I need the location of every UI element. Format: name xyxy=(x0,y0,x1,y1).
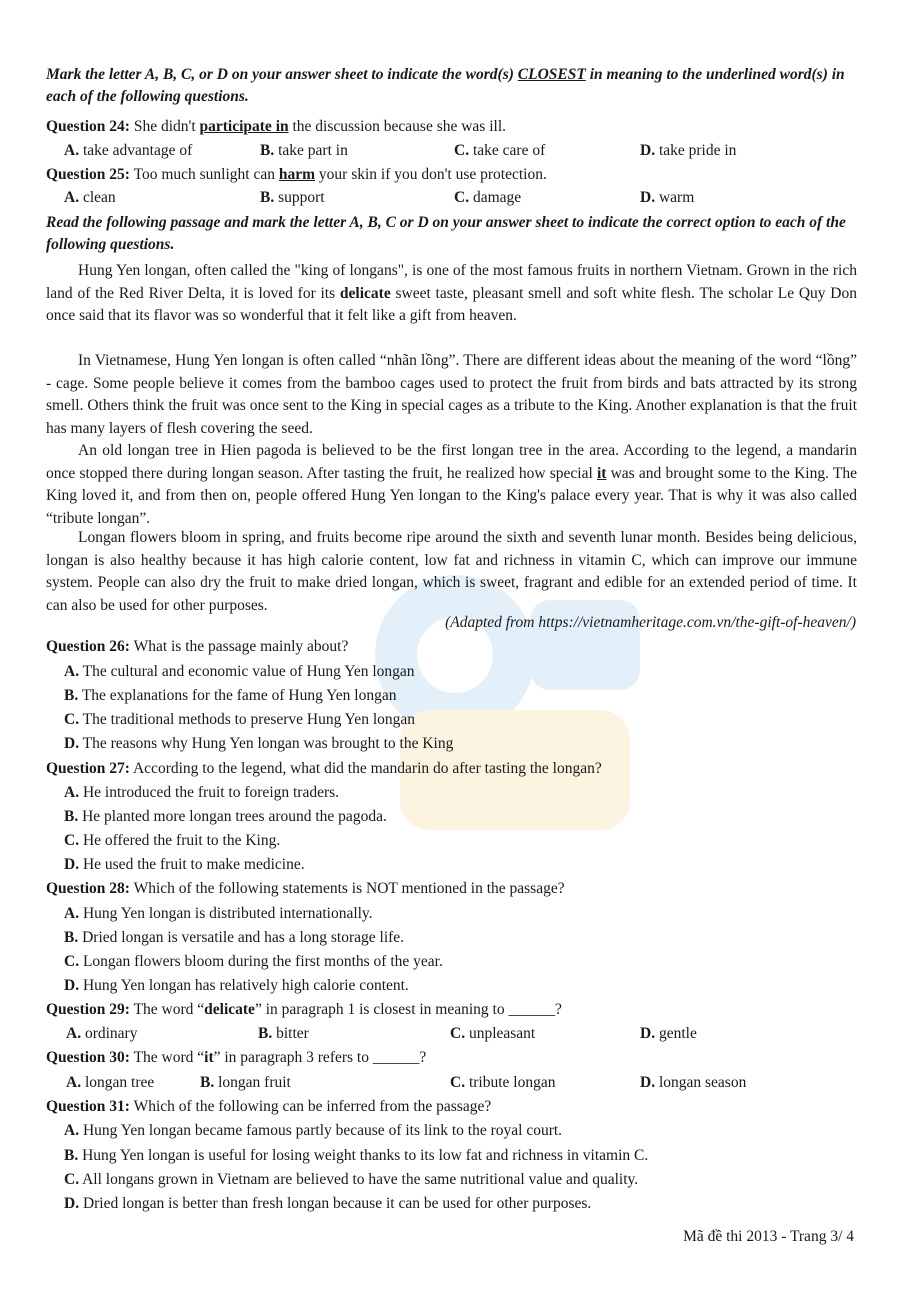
question-text: According to the legend, what did the mandarin do after tasting the longan? xyxy=(129,760,602,777)
question-28 xyxy=(46,878,858,900)
question-26 xyxy=(46,636,858,658)
option-c[interactable]: C. take care of xyxy=(454,142,546,159)
question-text: the discussion because she was ill. xyxy=(288,118,507,135)
underlined-word: participate in xyxy=(199,118,289,135)
question-text: She didn't xyxy=(129,118,200,135)
question-number: Question 28: xyxy=(46,880,130,897)
underlined-word: it xyxy=(596,464,607,482)
instruction-reading: Read the following passage and mark the letter A, B, C or D on your answer sheet to indicate the correct option to each of the following questions. xyxy=(46,214,846,253)
option-c[interactable]: C. damage xyxy=(454,189,522,206)
question-number: Question 25: xyxy=(46,166,130,183)
option-d[interactable]: D. The reasons why Hung Yen longan was brought to the King xyxy=(64,735,454,752)
option-a[interactable]: A. clean xyxy=(64,189,116,206)
question-text: Which of the following statements is NOT mentioned in the passage? xyxy=(129,880,565,897)
question-number: Question 29: xyxy=(46,1001,130,1018)
option-d[interactable]: D. Hung Yen longan has relatively high calorie content. xyxy=(64,977,409,994)
passage-paragraph-3: An old longan tree in Hien pagoda is believed to be the first longan tree in the area. According to the legend, a mandarin once stopped there during longan season. After tasting the fruit, he realized how special it was and brought some to the King. The King loved it, and from then on, people offered Hung Yen longan to the King's palace every year. That is why it was also called “tribute longan”. xyxy=(46,442,857,528)
option-d[interactable]: D. take pride in xyxy=(640,142,737,159)
option-d[interactable]: D. warm xyxy=(640,189,695,206)
option-b[interactable]: B. longan fruit xyxy=(200,1074,291,1091)
instruction-keyword: CLOSEST xyxy=(517,66,586,83)
passage-paragraph-2: In Vietnamese, Hung Yen longan is often called “nhãn lồng”. There are different ideas about the meaning of the word “lồng” - cage. Some people believe it comes from the bamboo cages used to protect the fruit from birds and bats attracted by its strong smell. Others think the fruit was once sent to the King in special cages as a tribute to the King. Another explanation is that the fruit has many layers of flesh covering the seed. xyxy=(46,352,857,438)
option-d[interactable]: D. gentle xyxy=(640,1025,697,1042)
highlighted-word: it xyxy=(204,1049,214,1066)
option-b[interactable]: B. He planted more longan trees around the pagoda. xyxy=(64,808,387,825)
question-24 xyxy=(46,116,858,138)
option-d[interactable]: D. longan season xyxy=(640,1074,747,1091)
highlighted-word: delicate xyxy=(339,284,391,302)
question-number: Question 24: xyxy=(46,118,130,135)
option-b[interactable]: B. bitter xyxy=(258,1025,309,1042)
option-b[interactable]: B. support xyxy=(260,189,325,206)
option-a[interactable]: A. take advantage of xyxy=(64,142,193,159)
option-a[interactable]: A. Hung Yen longan is distributed internationally. xyxy=(64,905,373,922)
question-number: Question 26: xyxy=(46,638,130,655)
option-b[interactable]: B. Hung Yen longan is useful for losing weight thanks to its low fat and richness in vitamin C. xyxy=(64,1147,649,1164)
option-c[interactable]: C. He offered the fruit to the King. xyxy=(64,832,281,849)
option-c[interactable]: C. unpleasant xyxy=(450,1025,536,1042)
option-a[interactable]: A. The cultural and economic value of Hung Yen longan xyxy=(64,663,415,680)
question-number: Question 27: xyxy=(46,760,130,777)
option-d[interactable]: D. Dried longan is better than fresh longan because it can be used for other purposes. xyxy=(64,1195,592,1212)
question-number: Question 31: xyxy=(46,1098,130,1115)
option-d[interactable]: D. He used the fruit to make medicine. xyxy=(64,856,305,873)
instruction-text: in meaning to the underlined word(s) in each of the following questions. xyxy=(46,66,845,105)
option-a[interactable]: A. longan tree xyxy=(66,1074,155,1091)
option-c[interactable]: C. Longan flowers bloom during the first months of the year. xyxy=(64,953,443,970)
question-29: Question 29: The word “delicate” in paragraph 1 is closest in meaning to ______? xyxy=(46,1001,562,1018)
question-31 xyxy=(46,1096,858,1118)
instruction-closest xyxy=(46,64,858,108)
passage-paragraph-4: Longan flowers bloom in spring, and fruits become ripe around the sixth and seventh lunar month. Besides being delicious, longan is also healthy because it has high calorie content, low fat and richness in vitamin C, which can improve our immune system. People can also dry the fruit to make dried longan, which is sweet, fragrant and edible for an extended period of time. It can also be used for other purposes. xyxy=(46,529,857,615)
question-text: Too much sunlight can xyxy=(129,166,279,183)
question-27 xyxy=(46,758,858,780)
option-c[interactable]: C. The traditional methods to preserve Hung Yen longan xyxy=(64,711,415,728)
option-a[interactable]: A. Hung Yen longan became famous partly because of its link to the royal court. xyxy=(64,1122,563,1139)
question-number: Question 30: xyxy=(46,1049,130,1066)
option-a[interactable]: A. ordinary xyxy=(66,1025,138,1042)
question-text: Which of the following can be inferred from the passage? xyxy=(129,1098,492,1115)
option-c[interactable]: C. All longans grown in Vietnam are believed to have the same nutritional value and quality. xyxy=(64,1171,639,1188)
option-b[interactable]: B. Dried longan is versatile and has a long storage life. xyxy=(64,929,405,946)
option-c[interactable]: C. tribute longan xyxy=(450,1074,556,1091)
question-30: Question 30: The word “it” in paragraph 3 refers to ______? xyxy=(46,1049,427,1066)
underlined-word: harm xyxy=(278,166,316,183)
question-text: What is the passage mainly about? xyxy=(129,638,349,655)
question-25 xyxy=(46,164,858,186)
page-footer: Mã đề thi 2013 - Trang 3/ 4 xyxy=(683,1228,854,1245)
option-a[interactable]: A. He introduced the fruit to foreign traders. xyxy=(64,784,340,801)
option-b[interactable]: B. take part in xyxy=(260,142,348,159)
question-text: your skin if you don't use protection. xyxy=(315,166,547,183)
instruction-text: Mark the letter A, B, C, or D on your answer sheet to indicate the word(s) xyxy=(46,66,518,83)
option-b[interactable]: B. The explanations for the fame of Hung Yen longan xyxy=(64,687,397,704)
passage-paragraph-1: Hung Yen longan, often called the "king of longans", is one of the most famous fruits in northern Vietnam. Grown in the rich land of the Red River Delta, it is loved for its delicate sweet taste, pleasant smell and soft white flesh. The scholar Le Quy Don once said that its flavor was so wonderful that it felt like a gift from heaven. xyxy=(46,262,857,325)
highlighted-word: delicate xyxy=(204,1001,255,1018)
passage-source: (Adapted from https://vietnamheritage.com.vn/the-gift-of-heaven/) xyxy=(445,614,856,631)
